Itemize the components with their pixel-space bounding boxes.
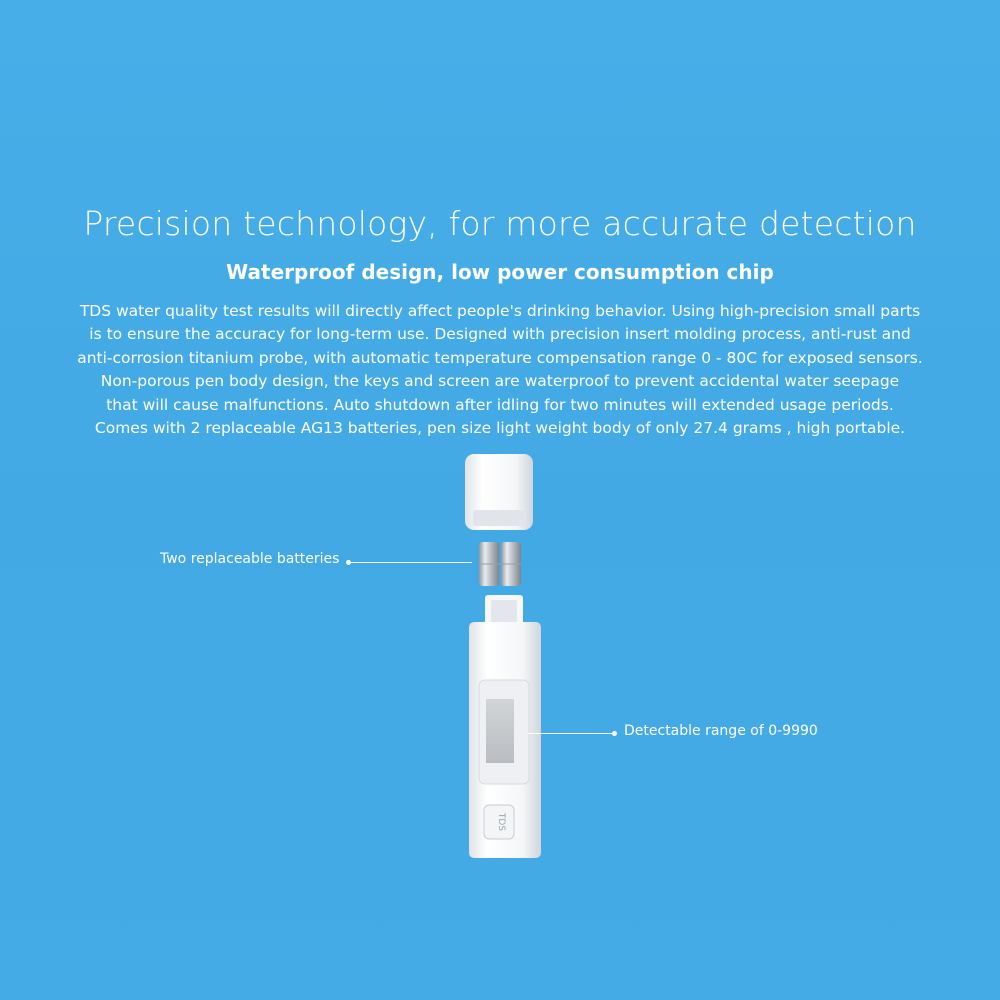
description-line: is to ensure the accuracy for long-term use. Designed with precision insert molding process, anti-rust and	[89, 325, 911, 344]
batteries-callout: Two replaceable batteries	[160, 551, 340, 567]
battery-icon	[479, 542, 521, 586]
tds-button-label: TDS	[496, 812, 506, 832]
callout-line	[351, 562, 472, 563]
pen-cap	[465, 454, 533, 530]
description-line: anti-corrosion titanium probe, with automatic temperature compensation range 0 - 80C for exposed sensors.	[77, 348, 923, 367]
pen-body	[469, 622, 541, 858]
feature-subtitle: Waterproof design, low power consumption chip	[226, 260, 774, 284]
description-line: that will cause malfunctions. Auto shutdown after idling for two minutes will extended usage periods.	[106, 395, 894, 414]
callout-line	[528, 733, 612, 734]
feature-description	[60, 300, 940, 440]
range-callout: Detectable range of 0-9990	[624, 723, 818, 739]
description-line: Comes with 2 replaceable AG13 batteries, pen size light weight body of only 27.4 grams , high portable.	[94, 419, 906, 438]
description-line: Non-porous pen body design, the keys and screen are waterproof to prevent accidental water seepage	[100, 372, 900, 391]
lcd-screen	[486, 699, 514, 763]
description-line: TDS water quality test results will directly affect people's drinking behavior. Using high-precision small parts	[79, 302, 921, 320]
callout-dot	[612, 731, 617, 736]
tds-pen-illustration	[455, 450, 555, 860]
feature-title: Precision technology, for more accurate detection	[83, 204, 917, 243]
